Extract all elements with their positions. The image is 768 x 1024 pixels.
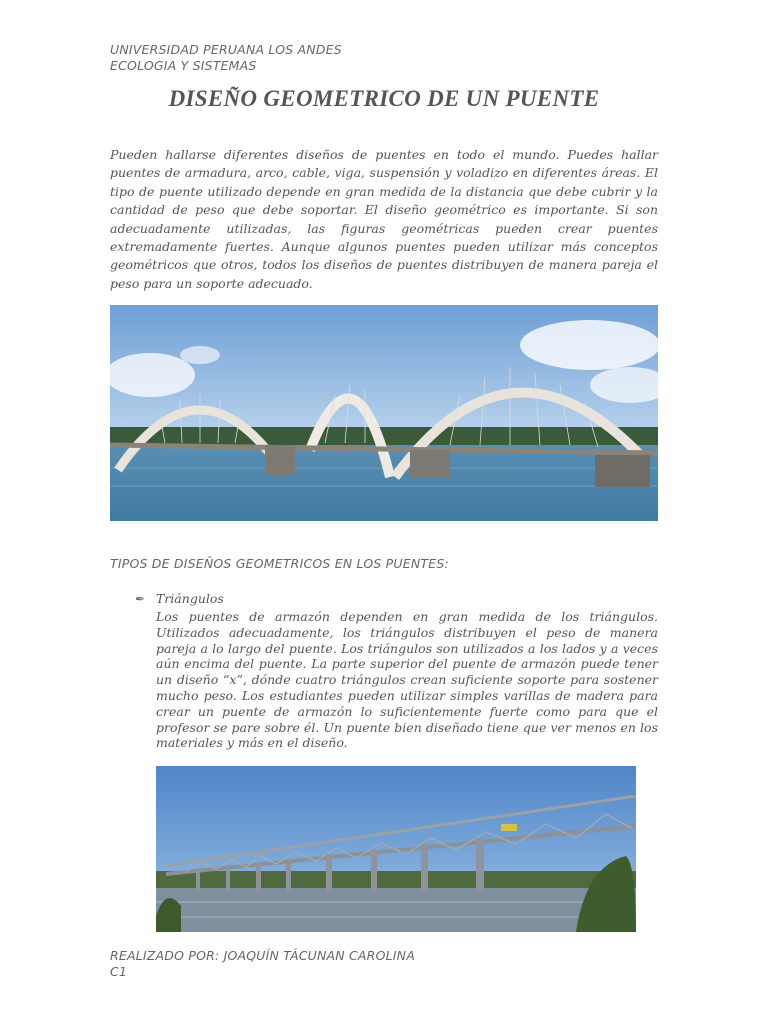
university-name: UNIVERSIDAD PERUANA LOS ANDES [110, 42, 342, 57]
course-name: ECOLOGIA Y SISTEMAS [110, 58, 257, 73]
group-line: C1 [110, 964, 128, 979]
section-heading: TIPOS DE DISEÑOS GEOMETRICOS EN LOS PUENTES: [110, 556, 449, 571]
author-line: REALIZADO POR: JOAQUÍN TÁCUNAN CAROLINA [110, 948, 415, 963]
document-footer [110, 948, 415, 980]
document-title: DISEÑO GEOMETRICO DE UN PUENTE [168, 86, 600, 111]
bullet-title: Triángulos [156, 591, 224, 606]
arch-bridge-photo [110, 305, 658, 521]
truss-bridge-photo [156, 766, 636, 932]
intro-paragraph: Pueden hallarse diferentes diseños de puentes en todo el mundo. Puedes hallar puentes de armadura, arco, cable, viga, suspensión y voladizo en diferentes áreas. El tipo de puente utilizado depende en gran medida de la distancia que debe cubrir y la cantidad de peso que debe soportar. El diseño geométrico es importante. Si son adecuadamente utilizadas, las figuras geométricas pueden crear puentes extremadamente fuertes. Aunque algunos puentes pueden utilizar más conceptos geométricos que otros, todos los diseños de puentes distribuyen de manera pareja el peso para un soporte adecuado. [110, 147, 658, 291]
document-header [110, 42, 342, 74]
bullet-paragraph: Los puentes de armazón dependen en gran medida de los triángulos. Utilizados adecuadamente, los triángulos distribuyen el peso de manera pareja a lo largo del puente. Los triángulos son utilizados a los lados y a veces aún encima del puente. La parte superior del puente de armazón puede tener un diseño “x”, dónde cuatro triángulos crean suficiente soporte para sostener mucho peso. Los estudiantes pueden utilizar simples varillas de madera para crear un puente de armazón lo suficientemente fuerte como para que el profesor se pare sobre él. Un puente bien diseñado tiene que ver menos en los materiales y más en el diseño. [156, 609, 658, 751]
feather-pen-icon: ✒ [135, 592, 146, 606]
